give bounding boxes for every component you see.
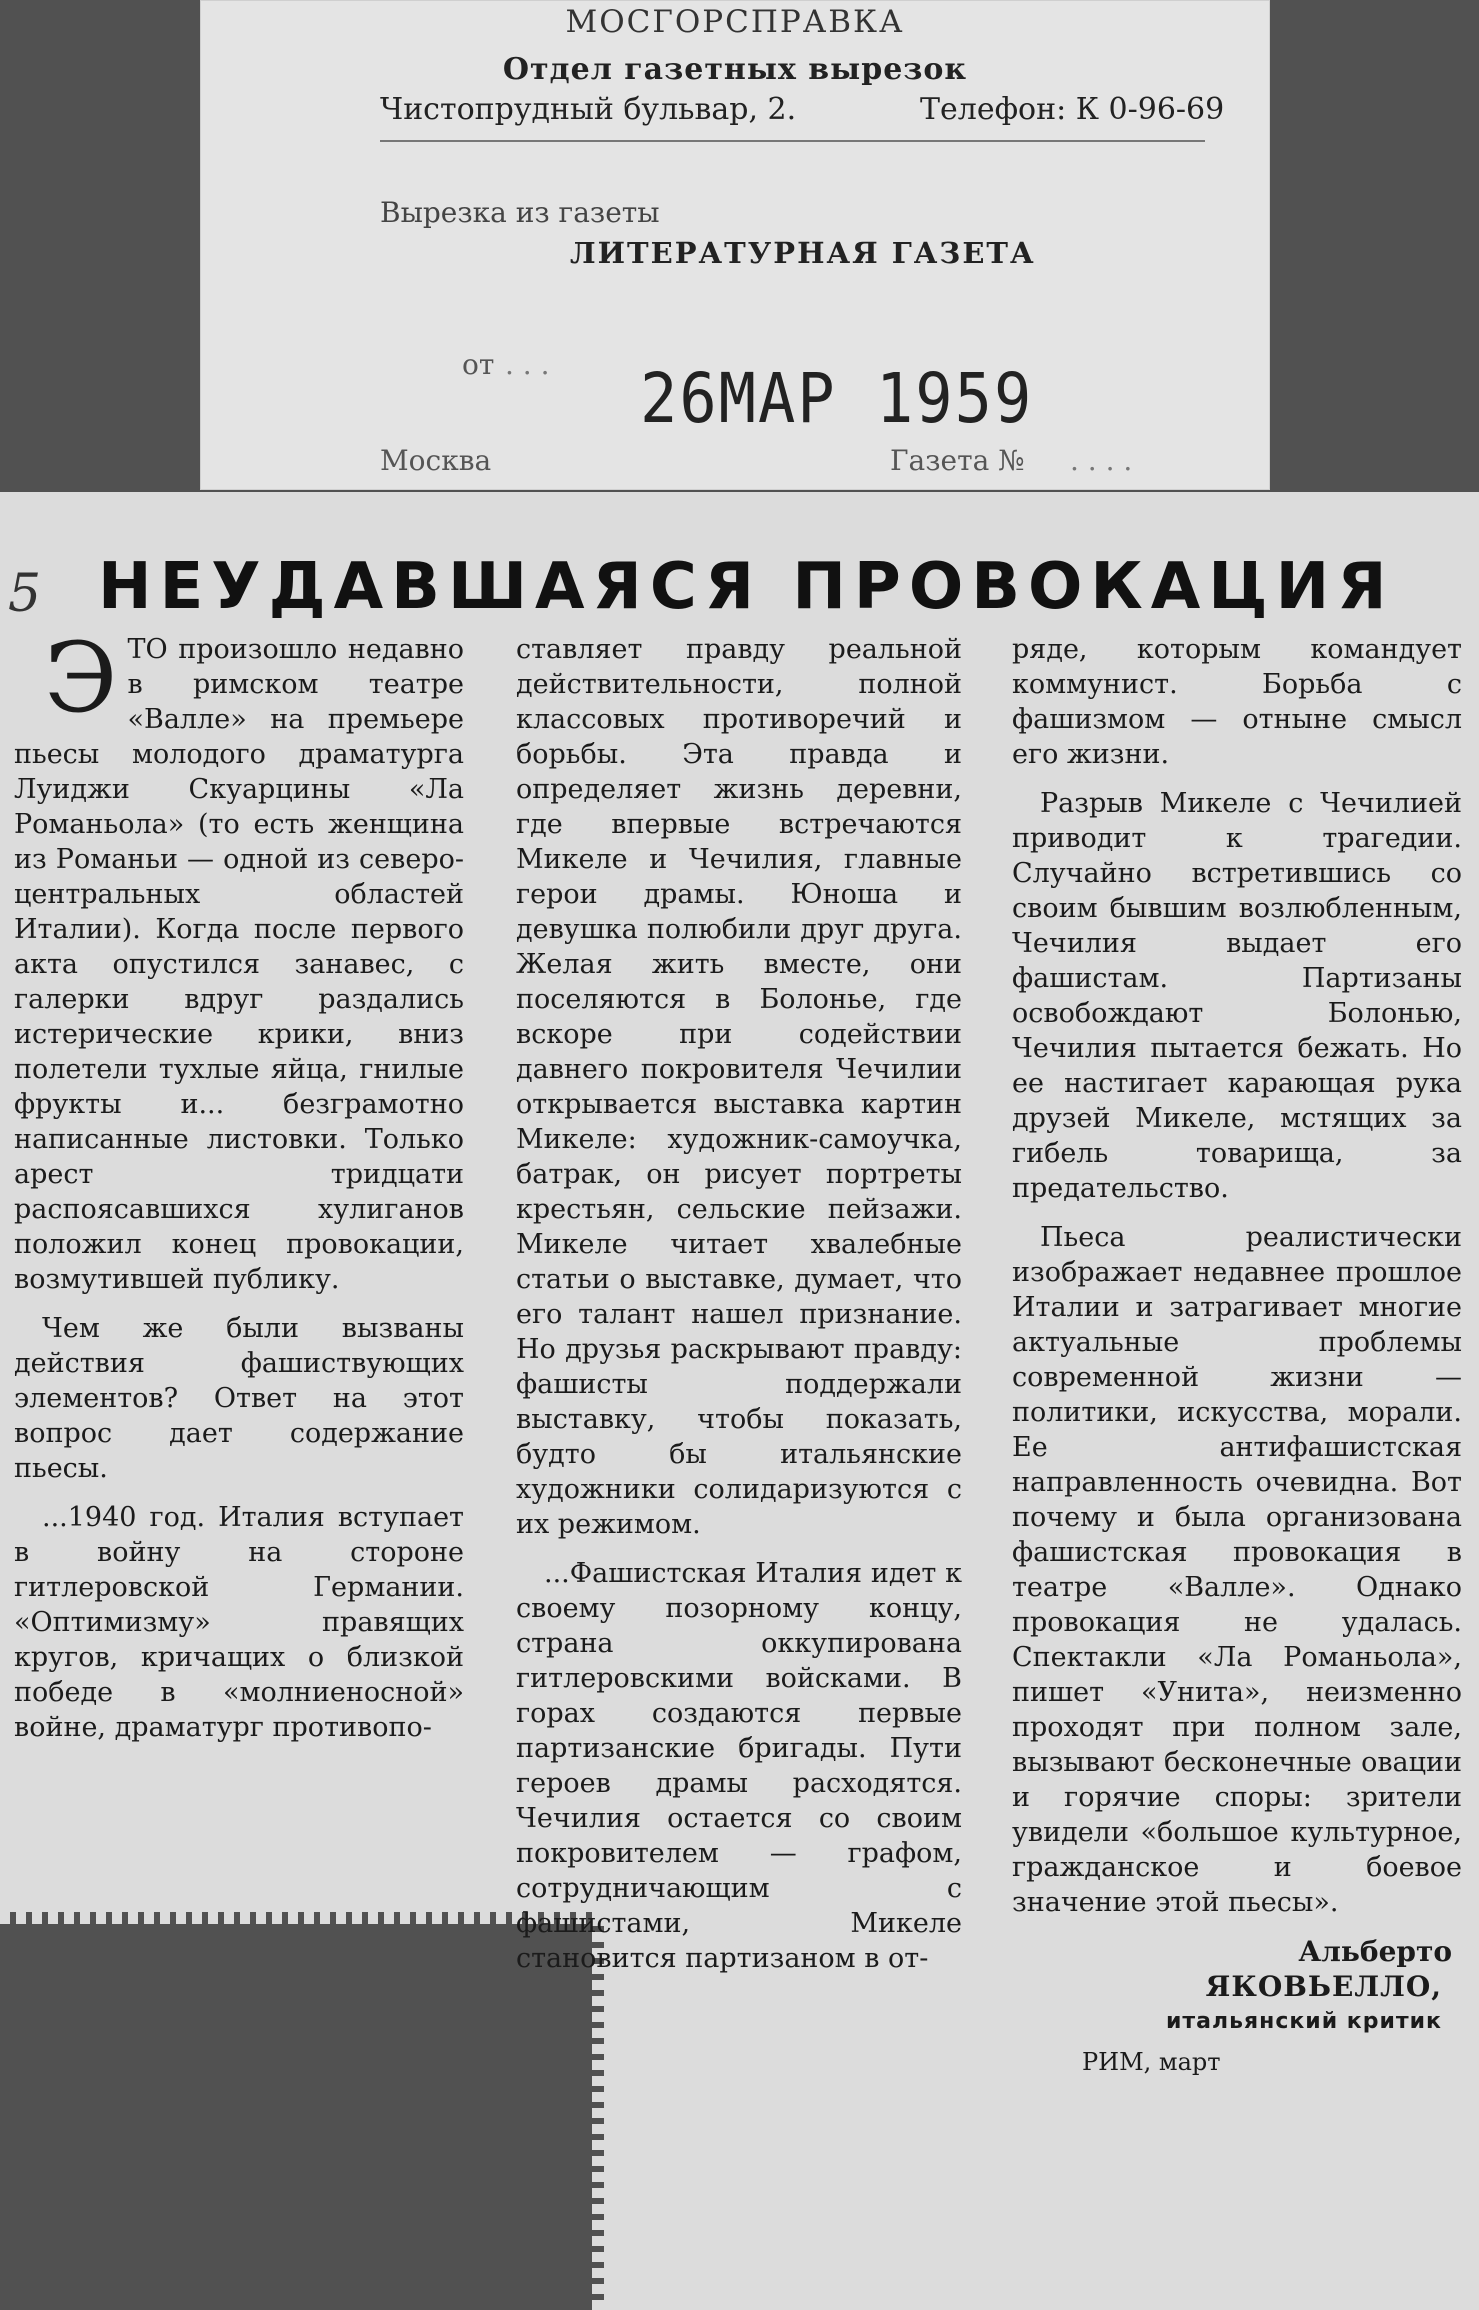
paragraph: ...1940 год. Италия вступает в войну на стороне гитлеровской Германии. «Оптимизму» правящих кругов, кричащих о близкой победе в «молниеносной» войне, драматург противопо- — [14, 1502, 464, 1743]
dateline: РИМ, март — [1082, 2048, 1221, 2076]
agency-phone: Телефон: К 0-96-69 — [920, 92, 1225, 127]
paragraph-text: ТО произошло недавно в римском театре «Валле» на премьере пьесы молодого драматурга Луиджи Скуарцины «Ла Романьола» (то есть женщина из Романьи — одной из северо-центральных областей Италии). Когда после первого акта опустился занавес, с галерки вдруг раздались истерические крики, вниз полетели тухлые яйца, гнилые фрукты и... безграмотно написанные листовки. Только арест тридцати распоясавшихся хулиганов положил конец провокации, возмутившей публику. — [14, 634, 464, 1295]
newspaper-name: ЛИТЕРАТУРНАЯ ГАЗЕТА — [570, 236, 1036, 270]
author-role: итальянский критик — [1165, 2009, 1442, 2034]
clipping-service-slip — [200, 0, 1270, 490]
issue-label: Газета № — [890, 444, 1025, 477]
address-underline — [380, 140, 1205, 142]
date-stamp: 26МАР 1959 — [640, 358, 1034, 439]
paragraph: ...Фашистская Италия идет к своему позорному концу, страна оккупирована гитлеровскими войсками. В горах создаются первые партизанские бригады. Пути героев драмы расходятся. Чечилия остается со своим покровителем — графом, сотрудничающим с фашистами, Микеле становится партизаном в от- — [516, 1558, 962, 1974]
newspaper-article — [0, 492, 1479, 2310]
article-column-1 — [14, 622, 464, 1759]
city-label: Москва — [380, 444, 492, 477]
torn-edge-bottom — [0, 1912, 598, 1924]
clipping-label: Вырезка из газеты — [380, 196, 660, 229]
article-headline: НЕУДАВШАЯСЯ ПРОВОКАЦИЯ — [98, 550, 1395, 624]
department-name: Отдел газетных вырезок — [502, 52, 968, 87]
paragraph: Разрыв Микеле с Чечилией приводит к трагедии. Случайно встретившись со своим бывшим возлюбленным, Чечилия выдает его фашистам. Партизаны освобождают Болонью, Чечилия пытается бежать. Но ее настигает карающая рука друзей Микеле, мстящих за гибель товарища, за предательство. — [1012, 788, 1462, 1204]
paragraph: Пьеса реалистически изображает недавнее прошлое Италии и затрагивает многие актуальные проблемы современной жизни — политики, искусства, морали. Ее антифашистская направленность очевидна. Вот почему и была организована фашистская провокация в театре «Валле». Однако провокация не удалась. Спектакли «Ла Романьола», пишет «Унита», неизменно проходят при полном зале, вызывают бесконечные овации и горячие споры: зрители увидели «большое культурное, гражданское и боевое значение этой пьесы». — [1012, 1222, 1462, 1918]
drop-cap: Э — [44, 622, 118, 734]
paragraph: Чем же были вызваны действия фашиствующих элементов? Ответ на этот вопрос дает содержание пьесы. — [14, 1313, 464, 1484]
agency-name: МОСГОРСПРАВКА — [565, 4, 905, 40]
author-last-name: ЯКОВЬЕЛЛО, — [1205, 1970, 1442, 2003]
author-signature — [1012, 1934, 1462, 2080]
from-label: от — [462, 348, 495, 381]
handwritten-mark: 5 — [8, 564, 42, 624]
agency-address: Чистопрудный бульвар, 2. — [380, 92, 797, 127]
article-column-2 — [516, 632, 962, 1990]
paragraph: ряде, которым командует коммунист. Борьба с фашизмом — отныне смысл его жизни. — [1012, 634, 1462, 770]
from-dots: . . . — [505, 348, 550, 381]
paragraph — [14, 622, 464, 1297]
issue-dots: . . . . — [1070, 444, 1133, 477]
paragraph: ставляет правду реальной действительности, полной классовых противоречий и борьбы. Эта правда и определяет жизнь деревни, где впервые встречаются Микеле и Чечилия, главные герои драмы. Юноша и девушка полюбили друг друга. Желая жить вместе, они поселяются в Болонье, где вскоре при содействии давнего покровителя Чечилии открывается выставка картин Микеле: художник-самоучка, батрак, он рисует портреты крестьян, сельские пейзажи. Микеле читает хвалебные статьи о выставке, думает, что его талант нашел признание. Но друзья раскрывают правду: фашисты поддержали выставку, чтобы показать, будто бы итальянские художники солидаризуются с их режимом. — [516, 634, 962, 1540]
author-first-name: Альберто — [1298, 1935, 1452, 1968]
article-column-3 — [1012, 632, 1462, 2080]
